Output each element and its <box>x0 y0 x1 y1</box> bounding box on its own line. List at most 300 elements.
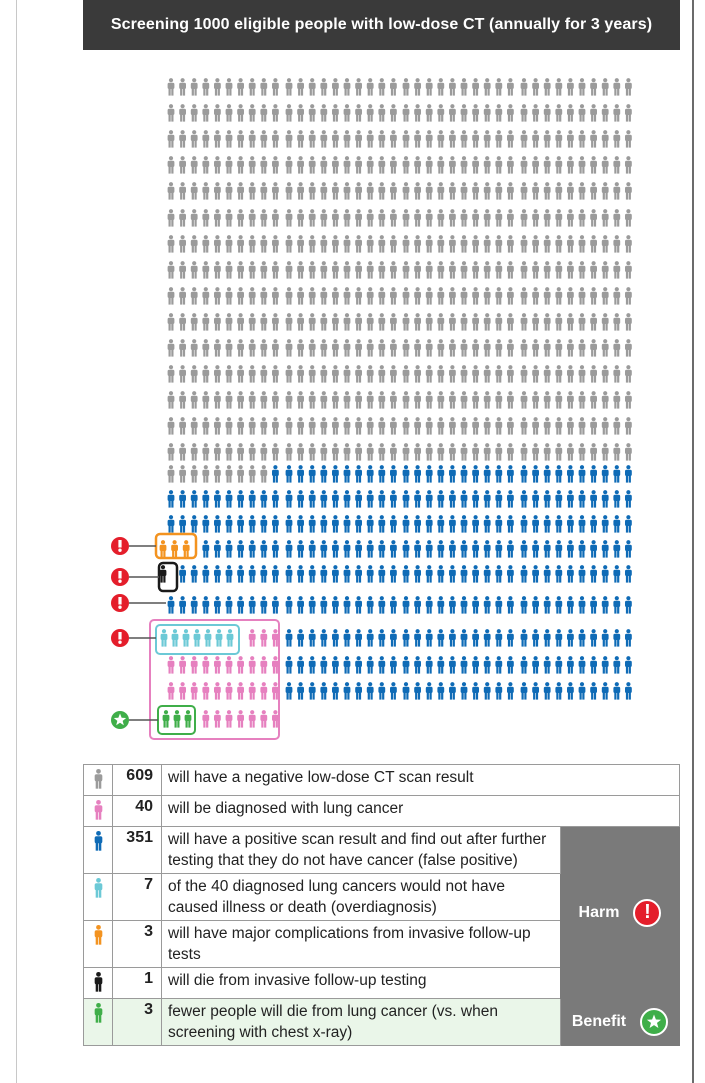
person-icon <box>272 209 279 227</box>
person-icon <box>495 104 502 122</box>
person-icon <box>227 629 234 647</box>
person-icon <box>390 209 397 227</box>
person-icon <box>378 78 385 96</box>
person-icon <box>544 182 551 200</box>
person-icon <box>332 465 339 483</box>
person-icon <box>449 261 456 279</box>
person-icon <box>472 313 479 331</box>
person-icon <box>378 391 385 409</box>
person-icon <box>414 656 421 674</box>
person-icon <box>249 682 256 700</box>
person-icon <box>555 339 562 357</box>
person-icon <box>191 490 198 508</box>
person-icon <box>226 710 233 728</box>
person-icon <box>286 540 293 558</box>
person-icon <box>472 235 479 253</box>
person-icon <box>426 540 433 558</box>
person-icon <box>309 182 316 200</box>
person-icon <box>378 261 385 279</box>
legend-text: will have a negative low-dose CT scan result <box>162 765 680 796</box>
person-icon <box>495 156 502 174</box>
person-icon <box>191 417 198 435</box>
person-icon <box>297 156 304 174</box>
person-icon <box>449 313 456 331</box>
person-icon <box>426 365 433 383</box>
star-icon <box>640 1008 668 1036</box>
person-icon <box>378 565 385 583</box>
person-icon <box>161 629 168 647</box>
person-icon <box>286 629 293 647</box>
person-icon <box>579 417 586 435</box>
person-icon <box>378 656 385 674</box>
person-icon <box>403 596 410 614</box>
person-icon <box>309 656 316 674</box>
person-icon <box>378 417 385 435</box>
person-icon <box>495 235 502 253</box>
person-icon <box>297 682 304 700</box>
person-icon <box>320 540 327 558</box>
person-icon <box>625 565 632 583</box>
person-icon <box>260 313 267 331</box>
person-icon <box>495 417 502 435</box>
person-icon <box>613 261 620 279</box>
person-icon <box>237 339 244 357</box>
person-icon <box>260 182 267 200</box>
person-icon <box>367 391 374 409</box>
person-icon <box>461 515 468 533</box>
person-icon <box>579 287 586 305</box>
person-icon <box>390 465 397 483</box>
person-icon <box>544 209 551 227</box>
person-icon <box>260 287 267 305</box>
person-icon <box>567 540 574 558</box>
person-icon <box>168 261 175 279</box>
person-icon <box>185 710 192 728</box>
person-icon <box>390 365 397 383</box>
person-icon <box>390 182 397 200</box>
person-icon <box>390 490 397 508</box>
person-icon <box>378 130 385 148</box>
person-icon <box>355 287 362 305</box>
person-icon <box>191 287 198 305</box>
person-icon <box>202 130 209 148</box>
person-icon <box>625 391 632 409</box>
person-icon <box>309 235 316 253</box>
person-icon <box>168 656 175 674</box>
person-icon <box>602 465 609 483</box>
person-icon <box>390 261 397 279</box>
person-icon <box>449 443 456 461</box>
person-icon <box>226 656 233 674</box>
person-icon <box>414 182 421 200</box>
person-icon <box>403 287 410 305</box>
person-icon <box>544 130 551 148</box>
person-icon <box>532 417 539 435</box>
person-icon <box>344 629 351 647</box>
legend-text: fewer people will die from lung cancer (vs. when screening with chest x-ray) <box>162 999 561 1046</box>
person-icon <box>332 365 339 383</box>
person-icon <box>403 156 410 174</box>
person-icon <box>390 656 397 674</box>
person-icon <box>426 156 433 174</box>
person-icon <box>237 261 244 279</box>
person-icon <box>202 515 209 533</box>
person-icon <box>472 209 479 227</box>
person-icon <box>449 490 456 508</box>
person-icon <box>320 443 327 461</box>
legend-icon-cell <box>84 999 113 1046</box>
person-icon <box>214 209 221 227</box>
person-icon <box>625 313 632 331</box>
legend-count: 7 <box>113 874 162 921</box>
person-icon <box>378 682 385 700</box>
person-icon <box>367 515 374 533</box>
person-icon <box>544 443 551 461</box>
person-icon <box>507 287 514 305</box>
person-icon <box>521 565 528 583</box>
person-icon <box>437 104 444 122</box>
person-icon <box>602 391 609 409</box>
person-icon <box>320 515 327 533</box>
person-icon <box>625 78 632 96</box>
person-icon <box>286 682 293 700</box>
person-icon <box>472 339 479 357</box>
person-icon <box>602 417 609 435</box>
person-icon <box>472 156 479 174</box>
person-icon <box>579 682 586 700</box>
person-icon <box>249 417 256 435</box>
person-icon <box>426 443 433 461</box>
person-icon <box>320 656 327 674</box>
person-icon <box>344 365 351 383</box>
person-icon <box>378 365 385 383</box>
person-icon <box>272 339 279 357</box>
person-icon <box>309 629 316 647</box>
person-icon <box>320 417 327 435</box>
person-icon <box>602 443 609 461</box>
person-icon <box>367 365 374 383</box>
person-icon <box>202 540 209 558</box>
person-icon <box>226 287 233 305</box>
person-icon <box>378 104 385 122</box>
person-icon <box>613 656 620 674</box>
person-icon <box>590 515 597 533</box>
person-icon <box>449 339 456 357</box>
person-icon <box>367 130 374 148</box>
person-icon <box>297 365 304 383</box>
person-icon <box>507 682 514 700</box>
person-icon <box>226 313 233 331</box>
person-icon <box>602 565 609 583</box>
person-icon <box>249 365 256 383</box>
person-icon <box>521 656 528 674</box>
person-icon <box>237 209 244 227</box>
person-icon <box>437 313 444 331</box>
person-icon <box>602 490 609 508</box>
person-icon <box>449 629 456 647</box>
person-icon <box>332 104 339 122</box>
person-icon <box>495 682 502 700</box>
person-icon <box>449 656 456 674</box>
person-icon <box>202 182 209 200</box>
person-icon <box>214 682 221 700</box>
person-icon <box>174 710 181 728</box>
person-icon <box>484 656 491 674</box>
person-icon <box>521 209 528 227</box>
person-icon <box>602 313 609 331</box>
person-icon <box>544 391 551 409</box>
star-icon <box>111 711 129 729</box>
person-icon <box>579 261 586 279</box>
person-icon <box>214 156 221 174</box>
person-icon <box>309 313 316 331</box>
person-icon <box>367 417 374 435</box>
person-icon <box>484 261 491 279</box>
person-icon <box>579 156 586 174</box>
person-icon <box>214 596 221 614</box>
person-icon <box>168 465 175 483</box>
person-icon <box>237 130 244 148</box>
person-icon <box>472 596 479 614</box>
person-icon <box>567 365 574 383</box>
person-icon <box>602 104 609 122</box>
person-icon <box>378 443 385 461</box>
person-icon <box>272 490 279 508</box>
person-icon <box>309 287 316 305</box>
person-icon <box>625 596 632 614</box>
person-icon <box>320 104 327 122</box>
person-icon <box>602 287 609 305</box>
person-icon <box>297 596 304 614</box>
person-icon <box>297 417 304 435</box>
person-icon <box>355 313 362 331</box>
person-icon <box>202 365 209 383</box>
person-icon <box>172 629 179 647</box>
person-icon <box>205 629 212 647</box>
person-icon <box>390 515 397 533</box>
person-icon <box>344 287 351 305</box>
person-icon <box>461 130 468 148</box>
person-icon <box>472 104 479 122</box>
person-icon <box>484 287 491 305</box>
person-icon <box>226 261 233 279</box>
person-icon <box>272 565 279 583</box>
exclamation-icon <box>111 568 129 586</box>
person-icon <box>484 104 491 122</box>
person-icon <box>214 130 221 148</box>
person-icon <box>367 565 374 583</box>
person-icon <box>555 490 562 508</box>
person-icon <box>625 443 632 461</box>
person-icon <box>297 443 304 461</box>
person-icon <box>449 78 456 96</box>
person-icon <box>344 417 351 435</box>
person-icon <box>272 104 279 122</box>
person-icon <box>437 287 444 305</box>
person-icon <box>309 365 316 383</box>
person-icon <box>613 443 620 461</box>
person-icon <box>414 130 421 148</box>
person-icon <box>521 596 528 614</box>
person-icon <box>286 443 293 461</box>
person-icon <box>272 443 279 461</box>
person-icon <box>613 313 620 331</box>
person-icon <box>179 682 186 700</box>
person-icon <box>507 417 514 435</box>
person-icon <box>495 261 502 279</box>
person-icon <box>461 365 468 383</box>
person-icon <box>320 78 327 96</box>
person-icon <box>297 515 304 533</box>
person-icon <box>94 1002 103 1024</box>
person-icon <box>332 565 339 583</box>
person-icon <box>355 130 362 148</box>
person-icon <box>237 235 244 253</box>
person-icon <box>260 417 267 435</box>
person-icon <box>555 287 562 305</box>
person-icon <box>507 540 514 558</box>
person-icon <box>168 490 175 508</box>
person-icon <box>567 629 574 647</box>
person-icon <box>555 540 562 558</box>
person-icon <box>214 656 221 674</box>
person-icon <box>414 156 421 174</box>
person-icon <box>602 130 609 148</box>
person-icon <box>507 313 514 331</box>
person-icon <box>332 339 339 357</box>
person-icon <box>226 339 233 357</box>
person-icon <box>426 629 433 647</box>
person-icon <box>495 596 502 614</box>
person-icon <box>249 130 256 148</box>
person-icon <box>378 339 385 357</box>
person-icon <box>495 339 502 357</box>
person-icon <box>403 209 410 227</box>
person-icon <box>214 465 221 483</box>
person-icon <box>94 924 103 946</box>
person-icon <box>613 391 620 409</box>
person-icon <box>297 261 304 279</box>
person-icon <box>521 182 528 200</box>
person-icon <box>426 565 433 583</box>
person-icon <box>191 235 198 253</box>
person-icon <box>495 565 502 583</box>
person-icon <box>272 261 279 279</box>
person-icon <box>461 156 468 174</box>
person-icon <box>237 391 244 409</box>
person-icon <box>260 261 267 279</box>
person-icon <box>579 182 586 200</box>
person-icon <box>532 287 539 305</box>
person-icon <box>495 490 502 508</box>
person-icon <box>260 130 267 148</box>
person-icon <box>495 656 502 674</box>
person-icon <box>403 261 410 279</box>
person-icon <box>272 130 279 148</box>
person-icon <box>202 443 209 461</box>
person-icon <box>613 417 620 435</box>
person-icon <box>367 596 374 614</box>
person-icon <box>344 235 351 253</box>
person-icon <box>191 261 198 279</box>
person-icon <box>272 287 279 305</box>
person-icon <box>297 465 304 483</box>
person-icon <box>320 209 327 227</box>
person-icon <box>237 656 244 674</box>
person-icon <box>484 596 491 614</box>
person-icon <box>602 629 609 647</box>
person-icon <box>332 287 339 305</box>
person-icon <box>237 682 244 700</box>
person-icon <box>249 209 256 227</box>
person-icon <box>567 391 574 409</box>
person-icon <box>544 78 551 96</box>
harm-label-cell <box>561 827 680 999</box>
person-icon <box>461 182 468 200</box>
person-icon <box>507 182 514 200</box>
person-icon <box>590 104 597 122</box>
person-icon <box>297 78 304 96</box>
person-icon <box>191 391 198 409</box>
person-icon <box>249 565 256 583</box>
person-icon <box>367 465 374 483</box>
person-icon <box>449 209 456 227</box>
person-icon <box>613 130 620 148</box>
person-icon <box>567 465 574 483</box>
person-icon <box>332 490 339 508</box>
person-icon <box>590 287 597 305</box>
person-icon <box>507 490 514 508</box>
person-icon <box>168 391 175 409</box>
person-icon <box>320 339 327 357</box>
legend-text: will have major complications from invasive follow-up tests <box>162 921 561 968</box>
person-icon <box>590 443 597 461</box>
person-icon <box>461 209 468 227</box>
person-icon <box>320 156 327 174</box>
person-icon <box>344 339 351 357</box>
figure-title: Screening 1000 eligible people with low-dose CT (annually for 3 years) <box>83 0 680 50</box>
person-icon <box>272 182 279 200</box>
person-icon <box>260 465 267 483</box>
person-icon <box>613 365 620 383</box>
person-icon <box>355 465 362 483</box>
person-icon <box>367 182 374 200</box>
person-icon <box>544 540 551 558</box>
person-icon <box>590 596 597 614</box>
person-icon <box>437 365 444 383</box>
person-icon <box>625 261 632 279</box>
person-icon <box>414 515 421 533</box>
person-icon <box>214 339 221 357</box>
person-icon <box>226 156 233 174</box>
person-icon <box>567 417 574 435</box>
person-icon <box>449 235 456 253</box>
person-icon <box>579 235 586 253</box>
person-icon <box>555 156 562 174</box>
person-icon <box>320 596 327 614</box>
person-icon <box>567 565 574 583</box>
person-icon <box>191 209 198 227</box>
person-icon <box>191 104 198 122</box>
person-icon <box>320 287 327 305</box>
person-icon <box>521 629 528 647</box>
person-icon <box>403 515 410 533</box>
person-icon <box>272 540 279 558</box>
person-icon <box>495 443 502 461</box>
person-icon <box>367 78 374 96</box>
person-icon <box>625 287 632 305</box>
person-icon <box>484 490 491 508</box>
